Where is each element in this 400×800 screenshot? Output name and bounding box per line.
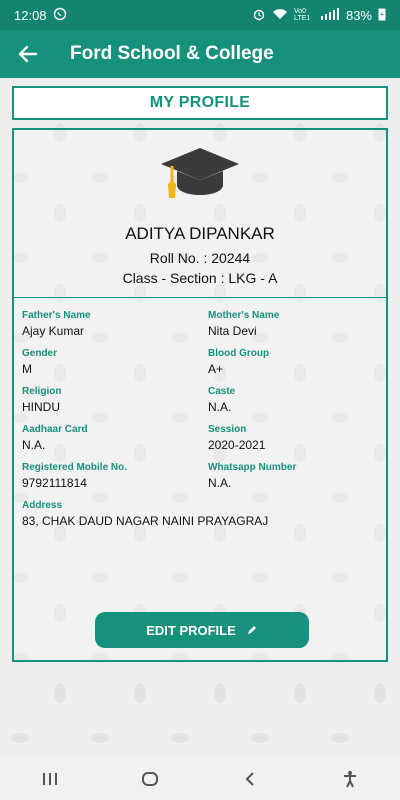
detail-label: Father's Name bbox=[22, 310, 91, 321]
detail-value: Ajay Kumar bbox=[22, 324, 85, 338]
detail-label: Address bbox=[22, 500, 63, 511]
detail-value: 2020-2021 bbox=[208, 438, 266, 452]
student-name: ADITYA DIPANKAR bbox=[125, 224, 275, 243]
detail-fathers-name bbox=[22, 310, 208, 338]
detail-registered-mobile bbox=[22, 462, 208, 490]
detail-value: HINDU bbox=[22, 400, 60, 414]
pencil-icon bbox=[246, 624, 258, 636]
detail-whatsapp-number bbox=[208, 462, 384, 490]
app-bar bbox=[0, 30, 400, 78]
detail-label: Blood Group bbox=[208, 348, 270, 359]
detail-value: M bbox=[22, 362, 32, 376]
nav-back-button[interactable] bbox=[235, 764, 265, 794]
home-button[interactable] bbox=[135, 764, 165, 794]
recent-apps-icon bbox=[42, 772, 58, 786]
system-nav-bar bbox=[0, 758, 400, 800]
edit-profile-label: EDIT PROFILE bbox=[146, 622, 236, 638]
detail-religion bbox=[22, 386, 208, 414]
edit-profile-button[interactable] bbox=[95, 612, 309, 648]
detail-value: N.A. bbox=[208, 476, 232, 490]
detail-label: Mother's Name bbox=[208, 310, 280, 321]
profile-summary bbox=[14, 130, 386, 298]
alarm-icon bbox=[252, 7, 266, 24]
graduation-cap-icon bbox=[159, 146, 241, 204]
roll-number: Roll No. : 20244 bbox=[149, 250, 251, 266]
section-header bbox=[12, 86, 388, 120]
detail-value: Nita Devi bbox=[208, 324, 257, 338]
back-button[interactable] bbox=[0, 30, 56, 78]
detail-value: N.A. bbox=[208, 400, 232, 414]
detail-gender bbox=[22, 348, 208, 376]
detail-label: Caste bbox=[208, 386, 236, 397]
arrow-left-icon bbox=[18, 45, 38, 63]
detail-label: Registered Mobile No. bbox=[22, 462, 128, 473]
home-icon bbox=[141, 771, 159, 787]
battery-percent: 83% bbox=[345, 7, 372, 23]
back-chevron-icon bbox=[244, 771, 256, 787]
detail-address bbox=[22, 500, 384, 528]
detail-label: Whatsapp Number bbox=[208, 462, 297, 473]
class-section: Class - Section : LKG - A bbox=[122, 270, 278, 286]
wifi-icon bbox=[272, 7, 288, 24]
detail-caste bbox=[208, 386, 384, 414]
detail-session bbox=[208, 424, 384, 452]
accessibility-button[interactable] bbox=[335, 764, 365, 794]
detail-label: Aadhaar Card bbox=[22, 424, 88, 435]
detail-value: N.A. bbox=[22, 438, 46, 452]
app-title: Ford School & College bbox=[70, 43, 274, 64]
section-title: MY PROFILE bbox=[149, 94, 251, 111]
detail-value: A+ bbox=[208, 362, 224, 376]
detail-value: 9792111814 bbox=[22, 476, 87, 490]
whatsapp-notification-icon bbox=[53, 7, 67, 24]
battery-charging-icon bbox=[378, 7, 386, 24]
detail-mothers-name bbox=[208, 310, 384, 338]
detail-aadhaar bbox=[22, 424, 208, 452]
detail-value: 83, CHAK DAUD NAGAR NAINI PRAYAGRAJ bbox=[22, 514, 269, 528]
detail-blood-group bbox=[208, 348, 384, 376]
detail-label: Session bbox=[208, 424, 247, 435]
status-bar bbox=[0, 0, 400, 30]
detail-label: Religion bbox=[22, 386, 62, 397]
signal-icon bbox=[320, 8, 340, 23]
status-time: 12:08 bbox=[14, 7, 47, 23]
recent-apps-button[interactable] bbox=[35, 764, 65, 794]
profile-card bbox=[12, 128, 388, 662]
details-grid bbox=[14, 298, 386, 528]
accessibility-icon bbox=[342, 770, 358, 788]
detail-label: Gender bbox=[22, 348, 58, 359]
network-label: Vo0 LTE1 bbox=[293, 8, 311, 22]
